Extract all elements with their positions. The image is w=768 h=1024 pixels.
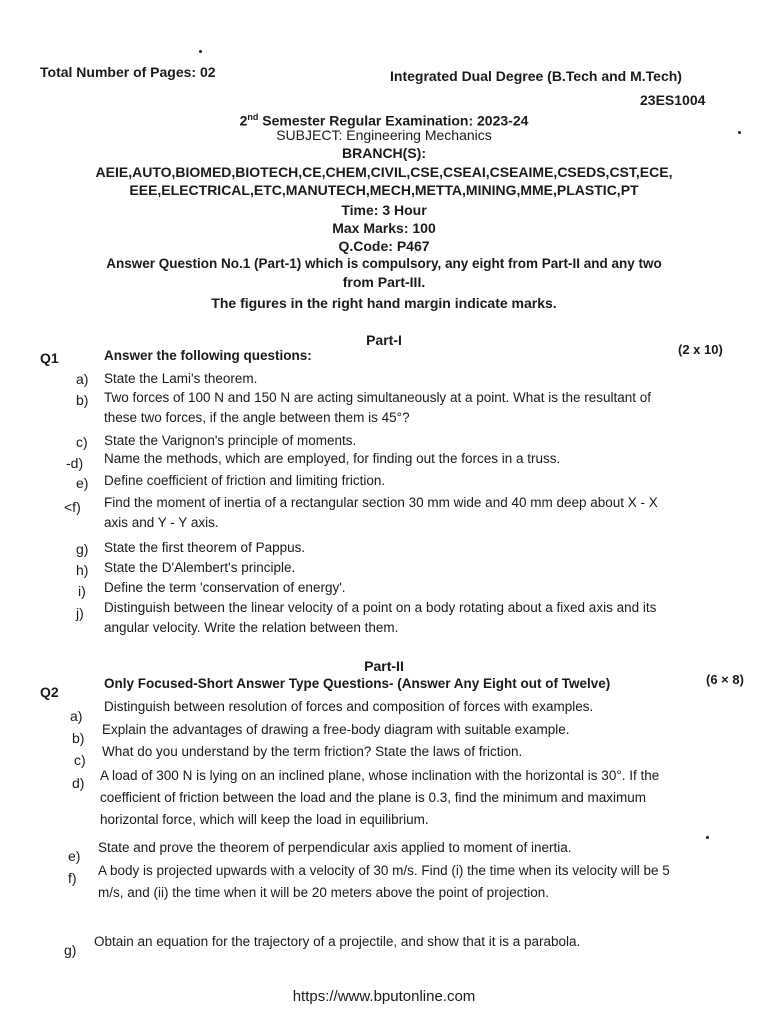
q1-label: Q1 bbox=[40, 350, 59, 366]
q2-marks: (6 × 8) bbox=[706, 672, 744, 687]
qcode-line: Q.Code: P467 bbox=[338, 238, 430, 254]
total-pages: Total Number of Pages: 02 bbox=[40, 64, 216, 80]
branches-line-2: EEE,ELECTRICAL,ETC,MANUTECH,MECH,METTA,MINING,MME,PLASTIC,PT bbox=[129, 182, 639, 198]
footer-url: https://www.bputonline.com bbox=[292, 988, 476, 1005]
subject-line: SUBJECT: Engineering Mechanics bbox=[276, 127, 492, 143]
time-line: Time: 3 Hour bbox=[341, 202, 427, 218]
q1-marks: (2 x 10) bbox=[678, 342, 723, 357]
max-marks-line: Max Marks: 100 bbox=[332, 220, 436, 236]
instruction-line-2: from Part-III. bbox=[342, 274, 426, 290]
branch-heading: BRANCH(S): bbox=[342, 145, 426, 161]
q2-heading: Only Focused-Short Answer Type Questions- (Answer Any Eight out of Twelve) bbox=[104, 676, 611, 691]
subject-code: 23ES1004 bbox=[640, 92, 706, 108]
stray-mark bbox=[706, 836, 709, 839]
part-2-title: Part-II bbox=[364, 658, 404, 674]
exam-paper-page: Total Number of Pages: 02 Integrated Dual Degree (B.Tech and M.Tech) 23ES1004 2nd Semester Regular Examination: 2023-24 SUBJECT: Engineering Mechanics BRANCH(S): AEIE,AUTO,BIOMED,BIOTECH,CE,CHEM,CIVIL,CSE,CSEAI,CSEAIME,CSEDS,CST,ECE, EEE,ELECTRICAL,ETC,MANUTECH,MECH,METTA,MINING,MME,PLASTIC,PT Time: 3 Hour Max Marks: 100 Q.Code: P467 Answer Question No.1 (Part-1) which is compulsory, any eight from Part-II and any two from Part-III. The figures in the right hand margin indicate marks. Part-I Q1 Answer the following questions: (2 x 10) a) State the Lami's theorem. b) Two forces of 100 N and 150 N are acting simultaneously at a point. What is the resultant of these two forces, if the angle between them is 45°? c) State the Varignon's principle of moments. -d) Name the methods, which are employed, for finding out the forces in a truss. e) Define coefficient of friction and limiting friction. <f) Find the moment of inertia of a rectangular section 30 mm wide and 40 mm deep about X - X axis and Y - Y axis. g) State the first theorem of Pappus. h) State the D'Alembert's principle. i) Define the term 'conservation of energy'. j) Distinguish between the linear velocity of a point on a body rotating about a fixed axis and its angular velocity. Write the relation between them. Part-II Q2 Only Focused-Short Answer Type Questions- (Answer Any Eight out of Twelve) (6 × 8) a) Distinguish between resolution of forces and composition of forces with examples. b) Explain the advantages of drawing a free-body diagram with suitable example. c) What do you understand by the term friction? State the laws of friction. d) A load of 300 N is lying on an inclined plane, whose inclination with the horizontal is 30°. If the coefficient of friction between the load and the plane is 0.3, find the minimum and maximum horizontal force, which will keep the load in equilibrium. e) State and prove the theorem of perpendicular axis applied to moment of inertia. f) A body is projected upwards with a velocity of 30 m/s. Find (i) the time when its velocity will be 5 m/s, and (ii) the time when it will be 20 meters above the point of projection. g) Obtain an equation for the trajectory of a projectile, and show that it is a parabola. https://www.bputonline.com bbox=[0, 0, 768, 1024]
instruction-line-1: Answer Question No.1 (Part-1) which is compulsory, any eight from Part-II and any two bbox=[106, 256, 662, 271]
part-1-title: Part-I bbox=[366, 332, 402, 348]
semester-line: 2nd Semester Regular Examination: 2023-24 bbox=[239, 112, 529, 129]
branches-line-1: AEIE,AUTO,BIOMED,BIOTECH,CE,CHEM,CIVIL,CSE,CSEAI,CSEAIME,CSEDS,CST,ECE, bbox=[95, 164, 673, 180]
stray-mark bbox=[199, 50, 202, 53]
q2-label: Q2 bbox=[40, 684, 59, 700]
q1-heading: Answer the following questions: bbox=[104, 348, 312, 363]
figures-note: The figures in the right hand margin indicate marks. bbox=[211, 295, 557, 311]
degree-title: Integrated Dual Degree (B.Tech and M.Tech) bbox=[390, 68, 682, 84]
